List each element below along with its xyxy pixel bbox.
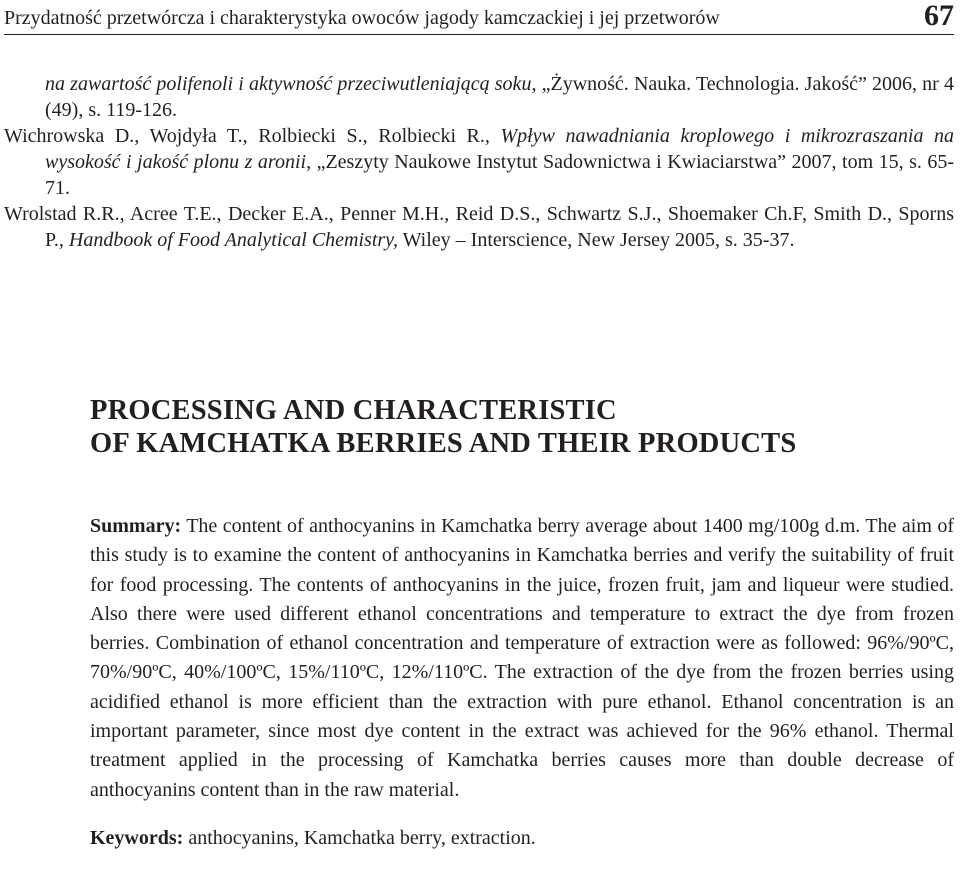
running-title: Przydatność przetwórcza i charakterystyka owoców jagody kamczackiej i jej przetworów	[4, 7, 720, 29]
page-number: 67	[924, 0, 954, 32]
reference-authors: Wrolstad R.R., Acree T.E., Decker E.A., Penner M.H., Reid D.S., Schwartz S.J., Shoemaker Ch.F, Smith D., Sporns P.,	[4, 203, 954, 251]
reference-item	[4, 201, 954, 253]
english-abstract	[90, 394, 954, 871]
reference-source: „Zeszyty Naukowe Instytut Sadownictwa i Kwiaciarstwa” 2007, tom 15, s. 65-71.	[45, 151, 955, 199]
reference-title: Wpływ nawadniania kroplowego i mikrozraszania na wysokość i jakość plonu z aronii,	[45, 125, 955, 173]
reference-authors: Wichrowska D., Wojdyła T., Rolbiecki S., Rolbiecki R.,	[4, 125, 501, 147]
reference-list	[4, 71, 954, 253]
abstract-title-line-1: PROCESSING AND CHARACTERISTIC	[90, 395, 617, 426]
summary-label: Summary:	[90, 515, 182, 537]
reference-source: „Żywność. Nauka. Technologia. Jakość” 2006, nr 4 (49), s. 119-126.	[45, 73, 954, 121]
reference-source: Wiley – Interscience, New Jersey 2005, s. 35-37.	[397, 229, 795, 251]
summary-text: The content of anthocyanins in Kamchatka berry average about 1400 mg/100g d.m. The aim of this study is to examine the content of anthocyanins in Kamchatka berries and verify the suitability of fruit for food processing. The contents of anthocyanins in the juice, frozen fruit, jam and liqueur were studied. Also there were used different ethanol concentrations and temperature to extract the dye from frozen berries. Combination of ethanol concentration and temperature of extraction were as followed: 96%/90ºC, 70%/90ºC, 40%/100ºC, 15%/110ºC, 12%/110ºC. The extraction of the dye from the frozen berries using acidified ethanol is more efficient than the extraction with pure ethanol. Ethanol concentration is an important parameter, since most dye content in the extract was achieved for the 96% ethanol. Thermal treatment applied in the processing of Kamchatka berries causes more than double decrease of anthocyanins content than in the raw material.	[90, 515, 954, 801]
reference-item	[4, 71, 954, 123]
summary-paragraph	[90, 512, 954, 805]
reference-item	[4, 123, 954, 201]
reference-title: na zawartość polifenoli i aktywność przeciwutleniającą soku,	[45, 73, 537, 95]
page-header	[4, 2, 954, 35]
abstract-title	[90, 394, 954, 460]
keywords-paragraph	[90, 825, 954, 851]
keywords-text: anthocyanins, Kamchatka berry, extraction.	[183, 826, 536, 849]
keywords-label: Keywords:	[90, 826, 184, 849]
reference-title: Handbook of Food Analytical Chemistry,	[68, 229, 398, 251]
abstract-title-line-2: OF KAMCHATKA BERRIES AND THEIR PRODUCTS	[90, 428, 797, 459]
